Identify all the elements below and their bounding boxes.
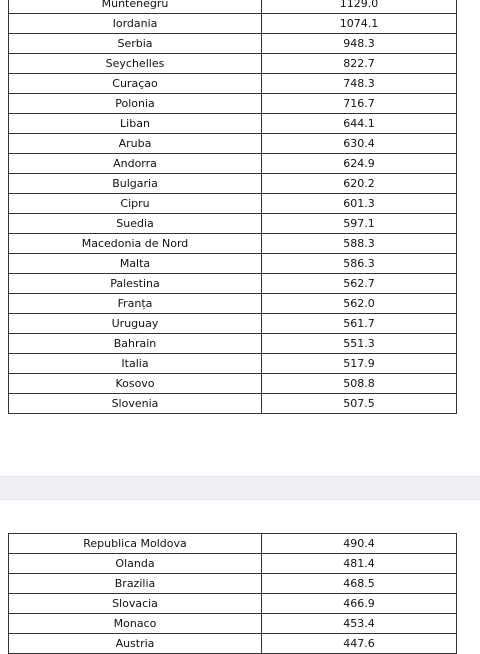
country-cell: Andorra: [9, 154, 262, 174]
value-cell: 644.1: [262, 114, 457, 134]
value-cell: 588.3: [262, 234, 457, 254]
table-row: [9, 154, 457, 174]
table-row: [9, 54, 457, 74]
table-row: [9, 374, 457, 394]
page-break: [0, 476, 480, 500]
table-row: [9, 614, 457, 634]
table-row: [9, 14, 457, 34]
country-cell: Italia: [9, 354, 262, 374]
country-cell: Polonia: [9, 94, 262, 114]
table-row: [9, 554, 457, 574]
table-row: [9, 34, 457, 54]
country-cell: Serbia: [9, 34, 262, 54]
country-cell: Brazilia: [9, 574, 262, 594]
country-cell: Franța: [9, 294, 262, 314]
data-table-bottom: [8, 533, 457, 654]
country-cell: Kosovo: [9, 374, 262, 394]
country-cell: Bulgaria: [9, 174, 262, 194]
page-bottom: [0, 500, 480, 650]
value-cell: 1074.1: [262, 14, 457, 34]
country-cell: Slovenia: [9, 394, 262, 414]
country-cell: Seychelles: [9, 54, 262, 74]
table-body-bottom: [9, 534, 457, 654]
value-cell: 716.7: [262, 94, 457, 114]
table-row: [9, 534, 457, 554]
table-body-top: [9, 0, 457, 414]
table-row: [9, 254, 457, 274]
value-cell: 551.3: [262, 334, 457, 354]
table-row: [9, 74, 457, 94]
value-cell: 562.7: [262, 274, 457, 294]
country-cell: Suedia: [9, 214, 262, 234]
country-cell: Monaco: [9, 614, 262, 634]
value-cell: 562.0: [262, 294, 457, 314]
value-cell: 447.6: [262, 634, 457, 654]
table-row: [9, 634, 457, 654]
table-row: [9, 354, 457, 374]
value-cell: 620.2: [262, 174, 457, 194]
value-cell: 466.9: [262, 594, 457, 614]
table-row: [9, 394, 457, 414]
value-cell: 468.5: [262, 574, 457, 594]
value-cell: 597.1: [262, 214, 457, 234]
table-row: [9, 114, 457, 134]
country-cell: Iordania: [9, 14, 262, 34]
value-cell: 1129.0: [262, 0, 457, 14]
value-cell: 507.5: [262, 394, 457, 414]
country-cell: Cipru: [9, 194, 262, 214]
table-row: [9, 294, 457, 314]
table-row: [9, 174, 457, 194]
value-cell: 481.4: [262, 554, 457, 574]
value-cell: 822.7: [262, 54, 457, 74]
table-row: [9, 594, 457, 614]
value-cell: 508.8: [262, 374, 457, 394]
table-row: [9, 94, 457, 114]
table-row: [9, 134, 457, 154]
value-cell: 490.4: [262, 534, 457, 554]
country-cell: Malta: [9, 254, 262, 274]
country-cell: Aruba: [9, 134, 262, 154]
table-row: [9, 214, 457, 234]
country-cell: Liban: [9, 114, 262, 134]
table-row: [9, 234, 457, 254]
country-cell: Palestina: [9, 274, 262, 294]
value-cell: 630.4: [262, 134, 457, 154]
table-row: [9, 194, 457, 214]
country-cell: Curaçao: [9, 74, 262, 94]
country-cell: Slovacia: [9, 594, 262, 614]
value-cell: 601.3: [262, 194, 457, 214]
country-cell: Uruguay: [9, 314, 262, 334]
value-cell: 586.3: [262, 254, 457, 274]
table-row: [9, 334, 457, 354]
country-cell: Muntenegru: [9, 0, 262, 14]
value-cell: 561.7: [262, 314, 457, 334]
value-cell: 948.3: [262, 34, 457, 54]
data-table-top: [8, 0, 457, 414]
country-cell: Macedonia de Nord: [9, 234, 262, 254]
table-row: [9, 574, 457, 594]
table-row: [9, 314, 457, 334]
value-cell: 624.9: [262, 154, 457, 174]
table-row: [9, 274, 457, 294]
value-cell: 748.3: [262, 74, 457, 94]
value-cell: 517.9: [262, 354, 457, 374]
country-cell: Olanda: [9, 554, 262, 574]
table-row: [9, 0, 457, 14]
country-cell: Bahrain: [9, 334, 262, 354]
country-cell: Republica Moldova: [9, 534, 262, 554]
country-cell: Austria: [9, 634, 262, 654]
value-cell: 453.4: [262, 614, 457, 634]
